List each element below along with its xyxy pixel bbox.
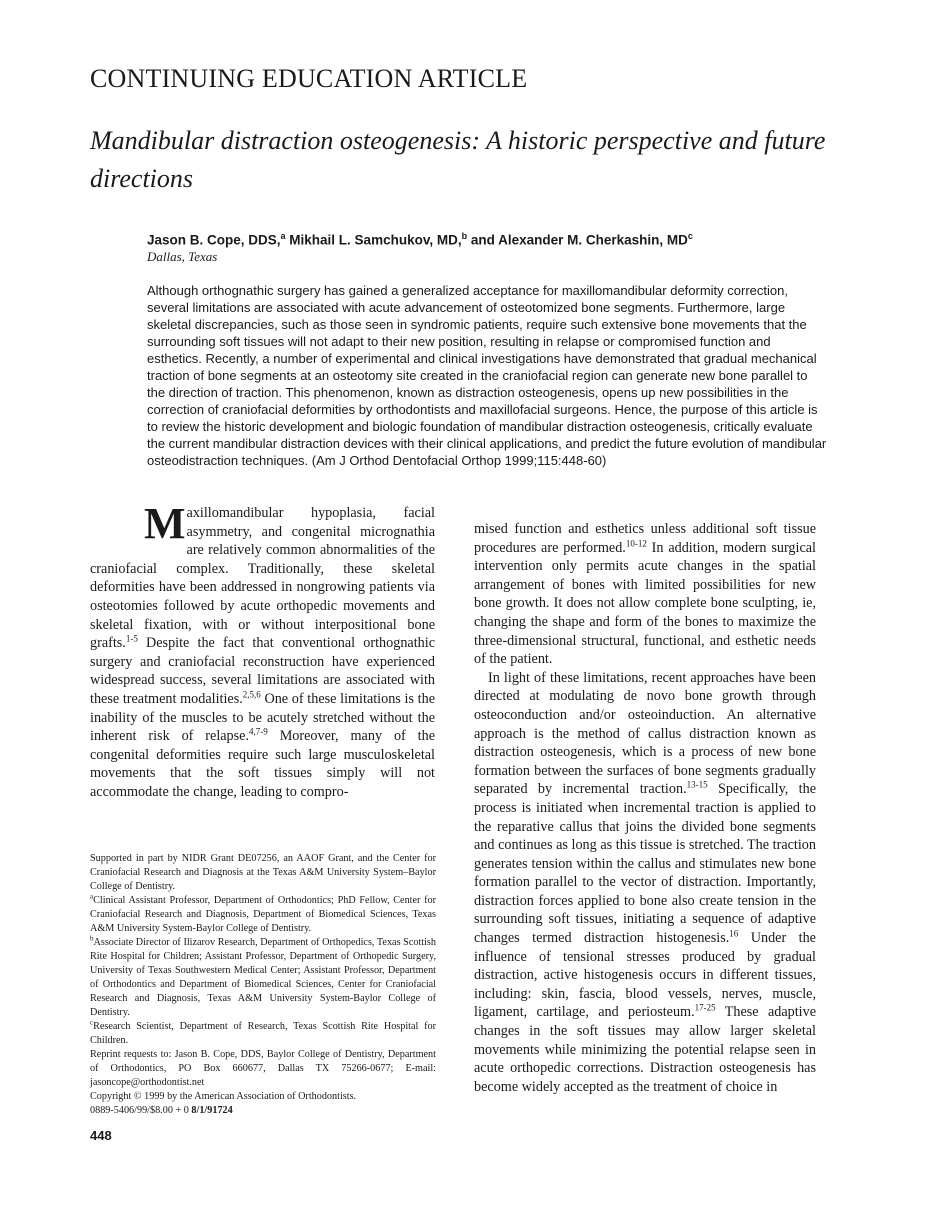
body-text: mised function and esthetics unless additional soft tissue procedures are performed.	[474, 521, 816, 556]
body-paragraph-1-continued	[474, 520, 816, 669]
body-text: One of these limitations is the inability of the muscles to be acutely stretched without the inherent risk of relapse.	[90, 690, 436, 745]
page-number: 448	[90, 1128, 112, 1143]
body-text: axillomandibular hypoplasia, facial asymmetry, and congenital micrognathia are relatively common abnormalities of the craniofacial complex. Traditionally, these skeletal deformities have been addressed in nongrowing patients via osteotomies followed by acute orthopedic movements and skeletal fixation, with or without interpositional bone grafts.	[90, 505, 435, 652]
author-list	[147, 231, 693, 248]
footnote-a	[90, 894, 436, 936]
body-paragraph-2	[474, 669, 816, 1097]
reference-mark: 16	[729, 928, 739, 939]
footnote-b	[90, 936, 436, 1020]
issn-code: 0889-5406/99/$8.00 + 0	[90, 1105, 192, 1116]
affiliation-mark-b: b	[461, 231, 468, 241]
footnote-mark: b	[90, 934, 94, 943]
footnote-copyright: Copyright © 1999 by the American Association of Orthodontists.	[90, 1091, 357, 1102]
body-text: Specifically, the process is initiated when incremental traction is applied to the reparative callus that joins the divided bone segments and continues as long as this tissue is stretched. The traction generates tension within the callus and stimulates new bone formation parallel to the vector of distraction. Importantly, distraction forces applied to bone also create tension in the surrounding soft tissues, initiating a sequence of adaptive changes termed distraction histogenesis.	[474, 781, 816, 947]
footnote-mark: a	[90, 892, 94, 901]
footnote-mark: c	[90, 1018, 94, 1027]
footnote-text: Research Scientist, Department of Research, Texas Scottish Rite Hospital for Children.	[90, 1021, 436, 1046]
body-text: Under the influence of tensional stresses produced by gradual distraction, active histogenesis occurs in different tissues, including: skin, fascia, blood vessels, nerves, muscle, ligament, cartilage, and periosteum.	[474, 930, 816, 1021]
body-text: In addition, modern surgical intervention only permits acute changes in the spatial arrangement of bones with limited possibilities for new bone growth. It does not allow complete bone sculpting, ie, changing the shape and form of the bones to maximize the three-dimensional structural, functional, and esthetic needs of the patient.	[474, 539, 817, 668]
reference-mark: 13-15	[686, 779, 708, 790]
body-text: Moreover, many of the congenital deformities require such large musculoskeletal movements that the soft tissues simply will not accommodate the change, leading to compro-	[90, 728, 435, 800]
body-text: In light of these limitations, recent approaches have been directed at modulating de novo bone growth through osteoconduction and/or osteoinduction. An alternative approach is the method of callus distraction known as distraction osteogenesis, which is a process of new bone formation between the surfaces of bone segments gradually separated by incremental traction.	[474, 669, 816, 798]
author-cope: Jason B. Cope, DDS,	[147, 232, 281, 248]
article-code: 8/1/91724	[191, 1105, 233, 1116]
reference-mark: 17-25	[694, 1002, 716, 1013]
footnote-issn	[90, 1104, 436, 1118]
body-text: Despite the fact that conventional orthognathic surgery and craniofacial reconstruction have experienced widespread success, several limitations are associated with these treatment modalities.	[90, 635, 435, 707]
affiliation-mark-c: c	[687, 231, 693, 241]
reference-mark: 10-12	[625, 537, 647, 548]
section-heading: CONTINUING EDUCATION ARTICLE	[90, 64, 528, 93]
reference-mark: 1-5	[125, 633, 138, 644]
footnote-reprint: Reprint requests to: Jason B. Cope, DDS, Baylor College of Dentistry, Department of Orthodontics, PO Box 660677, Dallas TX 75266-0677; E-mail: jasoncope@orthodontist.net	[90, 1049, 436, 1088]
article-title: Mandibular distraction osteogenesis: A historic perspective and future directions	[90, 126, 826, 193]
footnote-c	[90, 1020, 436, 1048]
author-location: Dallas, Texas	[147, 249, 218, 264]
reference-mark: 2,5,6	[242, 689, 261, 700]
body-text: These adaptive changes in the soft tissues may allow larger skeletal movements while minimizing the potential relapse seen in acute orthopedic corrections. Distraction osteogenesis has become widely accepted as the treatment of choice in	[474, 1004, 816, 1095]
affiliation-mark-a: a	[280, 231, 286, 241]
body-paragraph-1	[90, 499, 436, 802]
body-column-right	[474, 520, 816, 1096]
author-samchukov: Mikhail L. Samchukov, MD,	[285, 232, 462, 248]
footnote-text: Clinical Assistant Professor, Department of Orthodontics; PhD Fellow, Center for Craniofacial Research and Diagnosis, Department of Biomedical Sciences, Texas A&M University System-Baylor College of Dentistry.	[90, 895, 436, 934]
abstract: Although orthognathic surgery has gained a generalized acceptance for maxillomandibular deformity correction, several limitations are associated with acute advancement of osteotomized bone segments. Furthermore, large skeletal discrepancies, such as those seen in syndromic patients, require such extensive bone movements that the surrounding soft tissues will not adapt to their new position, resulting in relapse or compromised function and esthetics. Recently, a number of experimental and clinical investigations have demonstrated that gradual mechanical traction of bone segments at an osteotomy site created in the craniofacial region can generate new bone parallel to the direction of traction. This phenomenon, known as distraction osteogenesis, opens up new possibilities in the correction of craniofacial deformities by orthodontists and maxillofacial surgeons. Hence, the purpose of this article is to review the historic development and biologic foundation of mandibular distraction osteogenesis, critically evaluate the current mandibular distraction devices with their clinical applications, and predict the future evolution of mandibular osteodistraction techniques. (Am J Orthod Dentofacial Orthop 1999;115:448-60)	[147, 283, 827, 468]
footnotes	[90, 852, 436, 1118]
author-cherkashin: and Alexander M. Cherkashin, MD	[467, 232, 688, 248]
body-column-left	[90, 499, 436, 802]
footnote-text: Associate Director of Ilizarov Research, Department of Orthopedics, Texas Scottish Rite Hospital for Children; Assistant Professor, Department of Orthopedic Surgery, University of Texas Southwestern Medical Center; Assistant Professor, Department of Orthodontics and Department of Biomedical Sciences, Center for Craniofacial Research and Diagnosis, Texas A&M University System-Baylor College of Dentistry.	[90, 937, 436, 1018]
footnote-support: Supported in part by NIDR Grant DE07256, an AAOF Grant, and the Center for Craniofacial Research and Diagnosis at the Texas A&M University System–Baylor College of Dentistry.	[90, 853, 436, 892]
reference-mark: 4,7-9	[249, 726, 268, 737]
drop-cap: M	[144, 499, 186, 548]
